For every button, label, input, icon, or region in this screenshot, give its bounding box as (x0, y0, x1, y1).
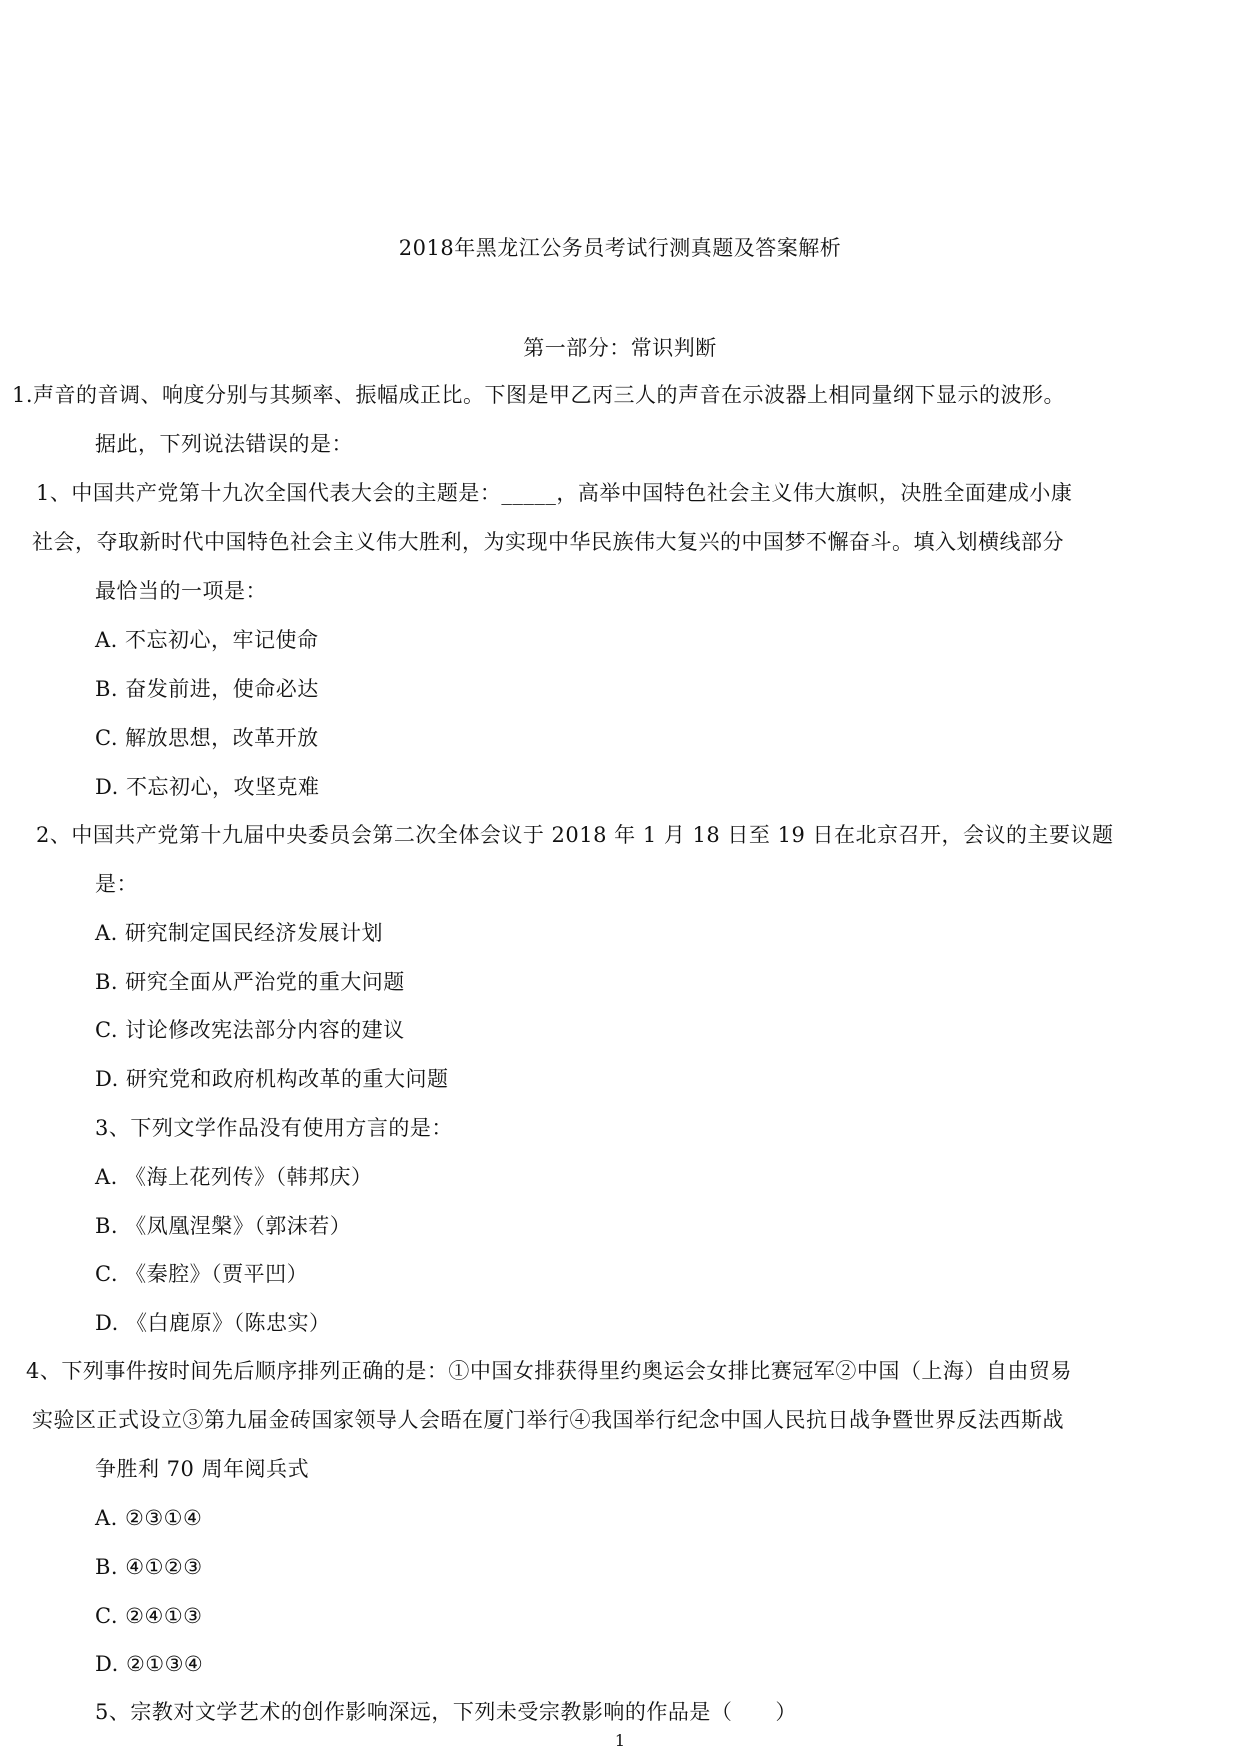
question-1-option-d: D. 不忘初心，攻坚克难 (95, 775, 320, 799)
question-4-text-line: 争胜利 70 周年阅兵式 (95, 1457, 310, 1481)
question-5-text-line: 5、宗教对文学艺术的创作影响深远，下列未受宗教影响的作品是（ ） (95, 1700, 797, 1724)
question-2-option-b: B. 研究全面从严治党的重大问题 (95, 970, 405, 994)
question-1-option-b: B. 奋发前进，使命必达 (95, 677, 319, 701)
page-number: 1 (614, 1731, 626, 1750)
question-4-text-line: 4、下列事件按时间先后顺序排列正确的是：①中国女排获得里约奥运会女排比赛冠军②中国（上海）自由贸易 (26, 1359, 1072, 1383)
question-4-option-c: C. ②④①③ (95, 1604, 203, 1628)
question-3-option-b: B. 《凤凰涅槃》（郭沫若） (95, 1214, 352, 1238)
intro-question-prompt: 据此，下列说法错误的是： (95, 432, 353, 456)
question-4-option-a: A. ②③①④ (95, 1506, 203, 1530)
question-1-text-line: 1、中国共产党第十九次全国代表大会的主题是：_____，高举中国特色社会主义伟大旗帜，决胜全面建成小康 (36, 481, 1073, 505)
question-2-text-line: 2、中国共产党第十九届中央委员会第二次全体会议于 2018 年 1 月 18 日至 19 日在北京召开，会议的主要议题 (36, 823, 1114, 847)
question-2-text-line: 是： (95, 872, 138, 896)
question-3-option-c: C. 《秦腔》（贾平凹） (95, 1262, 309, 1286)
document-title: 2018年黑龙江公务员考试行测真题及答案解析 (398, 236, 842, 260)
question-2-option-a: A. 研究制定国民经济发展计划 (95, 921, 384, 945)
question-4-option-d: D. ②①③④ (95, 1652, 204, 1676)
question-3-option-d: D. 《白鹿原》（陈忠实） (95, 1311, 331, 1335)
question-2-option-c: C. 讨论修改宪法部分内容的建议 (95, 1018, 405, 1042)
intro-question-text: 1.声音的音调、响度分别与其频率、振幅成正比。下图是甲乙丙三人的声音在示波器上相同量纲下显示的波形。 (12, 383, 1066, 407)
question-4-option-b: B. ④①②③ (95, 1555, 203, 1579)
question-3-option-a: A. 《海上花列传》（韩邦庆） (95, 1165, 373, 1189)
section-heading: 第一部分：常识判断 (523, 336, 717, 360)
question-3-text-line: 3、下列文学作品没有使用方言的是： (95, 1116, 453, 1140)
question-1-text-line: 社会，夺取新时代中国特色社会主义伟大胜利，为实现中华民族伟大复兴的中国梦不懈奋斗。填入划横线部分 (32, 530, 1064, 554)
question-1-option-c: C. 解放思想，改革开放 (95, 726, 319, 750)
question-1-text-line: 最恰当的一项是： (95, 579, 267, 603)
question-1-option-a: A. 不忘初心，牢记使命 (95, 628, 319, 652)
question-4-text-line: 实验区正式设立③第九届金砖国家领导人会晤在厦门举行④我国举行纪念中国人民抗日战争暨世界反法西斯战 (32, 1408, 1064, 1432)
question-2-option-d: D. 研究党和政府机构改革的重大问题 (95, 1067, 449, 1091)
